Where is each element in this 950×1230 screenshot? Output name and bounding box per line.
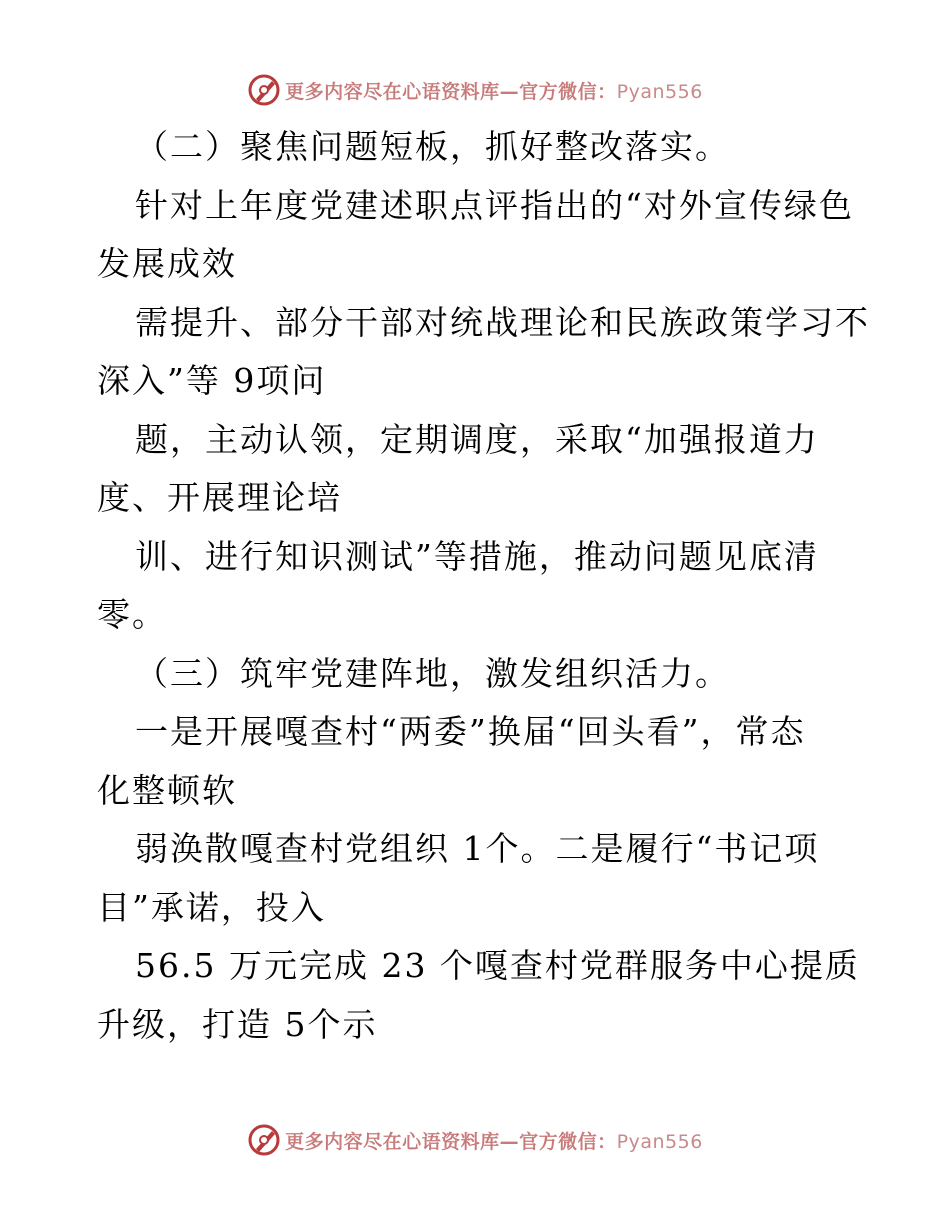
pen-logo-icon <box>247 73 281 107</box>
document-body <box>97 118 870 1054</box>
paragraph-line: 一是开展嘎查村“两委”换届“回头看”，常态 <box>135 712 806 751</box>
paragraph-line: 化整顿软 <box>97 770 237 810</box>
paragraph-line: 需提升、部分干部对统战理论和民族政策学习不 <box>135 302 870 342</box>
watermark-id: Pyan556 <box>616 80 703 103</box>
paragraph-line: 训、进行知识测试”等措施，推动问题见底清 <box>135 536 819 576</box>
pen-logo-icon <box>247 1123 281 1157</box>
paragraph-line: 目”承诺，投入 <box>97 887 326 927</box>
watermark-text: 更多内容尽在心语资料库—官方微信：Pyan556 <box>285 80 703 103</box>
watermark-text: 更多内容尽在心语资料库—官方微信：Pyan556 <box>285 1130 703 1153</box>
paragraph-line: 发展成效 <box>97 244 237 283</box>
paragraph-line: （二）聚焦问题短板，抓好整改落实。 <box>135 127 730 166</box>
watermark-header <box>0 70 950 110</box>
paragraph-line: 题，主动认领，定期调度，采取“加强报道力 <box>135 419 819 459</box>
paragraph-line: （三）筑牢党建阵地，激发组织活力。 <box>135 653 730 693</box>
paragraph-line: 度、开展理论培 <box>97 478 342 517</box>
watermark-id: Pyan556 <box>616 1130 703 1153</box>
paragraph-line: 弱涣散嘎查村党组织 1个。二是履行“书记项 <box>135 829 820 868</box>
paragraph-line: 针对上年度党建述职点评指出的“对外宣传绿色 <box>135 185 854 225</box>
paragraph-line: 56.5 万元完成 23 个嘎查村党群服务中心提质 <box>135 946 860 985</box>
paragraph-line: 升级，打造 5个示 <box>97 1004 378 1044</box>
paragraph-line: 深入”等 9项问 <box>97 361 327 400</box>
paragraph-line: 零。 <box>97 595 167 634</box>
watermark-footer <box>0 1120 950 1160</box>
